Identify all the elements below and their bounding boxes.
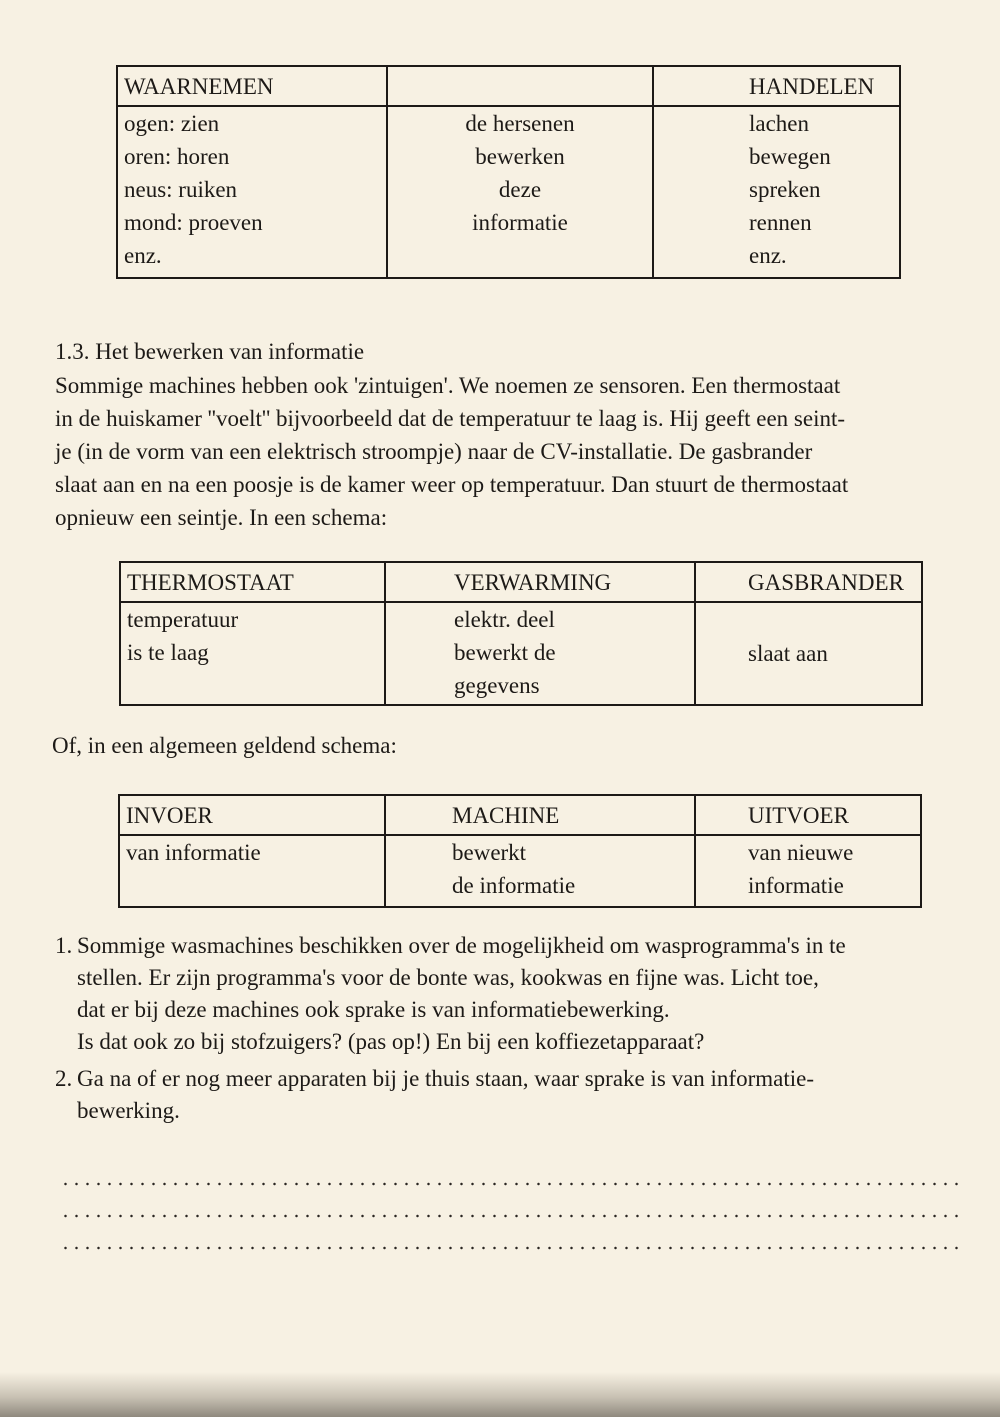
thermostat-schema-table [119,561,923,706]
table-body-row [117,106,900,278]
question-text [77,1063,973,1127]
header-gasbrander: GASBRANDER [695,562,922,602]
list-item: van nieuwe [748,840,854,865]
list-item: bewerkt [452,840,527,865]
input-cell [119,835,385,907]
list-item: bewerkt de [454,640,556,665]
list-item: enz. [749,243,787,268]
paragraph-line: in de huiskamer ''voelt'' bijvoorbeeld dat de temperatuur te laag is. Hij geeft een seint- [55,406,846,431]
section-paragraph [55,369,973,534]
list-item: oren: horen [124,144,230,169]
question-2 [55,1063,973,1127]
burner-cell [695,602,922,705]
output-cell [695,835,921,907]
list-item: van informatie [126,840,261,865]
header-verwarming: VERWARMING [385,562,695,602]
paragraph-line: je (in de vorm van een elektrisch stroompje) naar de CV-installatie. De gasbrander [55,439,813,464]
question-line: Ga na of er nog meer apparaten bij je thuis staan, waar sprake is van informatie- [77,1066,814,1091]
table-body-row [119,835,921,907]
table-header-row [120,562,922,602]
list-item: rennen [749,210,812,235]
header-machine: MACHINE [385,795,695,835]
question-line: Sommige wasmachines beschikken over de mogelijkheid om wasprogramma's in te [77,933,846,958]
question-text [77,930,973,1058]
header-uitvoer: UITVOER [695,795,921,835]
list-item: bewerken [475,144,565,169]
senses-cell [117,106,387,278]
general-schema-table [118,794,922,908]
machine-cell [385,835,695,907]
paragraph-line: opnieuw een seintje. In een schema: [55,505,388,530]
question-number: 2. [55,1066,73,1091]
schema-caption: Of, in een algemeen geldend schema: [52,733,397,758]
list-item: de informatie [452,873,576,898]
question-line: dat er bij deze machines ook sprake is van informatiebewerking. [77,997,670,1022]
list-item: is te laag [127,640,209,665]
header-waarnemen: WAARNEMEN [117,66,387,106]
list-item: informatie [748,873,844,898]
answer-line[interactable] [60,1214,960,1218]
table-header-row [119,795,921,835]
list-item: informatie [472,210,568,235]
list-item: deze [498,177,542,202]
question-1 [55,930,973,1058]
heating-cell [385,602,695,705]
list-item: enz. [124,243,162,268]
perception-action-table [116,65,901,279]
actions-cell [653,106,900,278]
header-thermostaat: THERMOSTAAT [120,562,385,602]
paragraph-line: Sommige machines hebben ook 'zintuigen'. We noemen ze sensoren. Een thermostaat [55,373,841,398]
list-item: temperatuur [127,607,239,632]
list-item: slaat aan [748,641,828,666]
brain-cell [387,106,653,278]
list-item: lachen [749,111,810,136]
header-middle [387,66,653,106]
answer-line[interactable] [60,1182,960,1186]
list-item: ogen: zien [124,111,220,136]
answer-line[interactable] [60,1246,960,1250]
list-item: neus: ruiken [124,177,238,202]
list-item: gegevens [454,673,540,698]
list-item: mond: proeven [124,210,263,235]
list-item: de hersenen [465,111,575,136]
list-item: elektr. deel [454,607,555,632]
question-line: stellen. Er zijn programma's voor de bonte was, kookwas en fijne was. Licht toe, [77,965,819,990]
section-heading: 1.3. Het bewerken van informatie [55,339,365,364]
question-number: 1. [55,933,73,958]
list-item: spreken [749,177,821,202]
list-item: bewegen [749,144,831,169]
header-handelen: HANDELEN [653,66,900,106]
table-body-row [120,602,922,705]
header-invoer: INVOER [119,795,385,835]
question-line: bewerking. [77,1098,180,1123]
question-line: Is dat ook zo bij stofzuigers? (pas op!) En bij een koffiezetapparaat? [77,1029,705,1054]
table-header-row [117,66,900,106]
thermostat-cell [120,602,385,705]
paragraph-line: slaat aan en na een poosje is de kamer weer op temperatuur. Dan stuurt de thermostaat [55,472,849,497]
page-edge-shadow [0,1372,1000,1417]
